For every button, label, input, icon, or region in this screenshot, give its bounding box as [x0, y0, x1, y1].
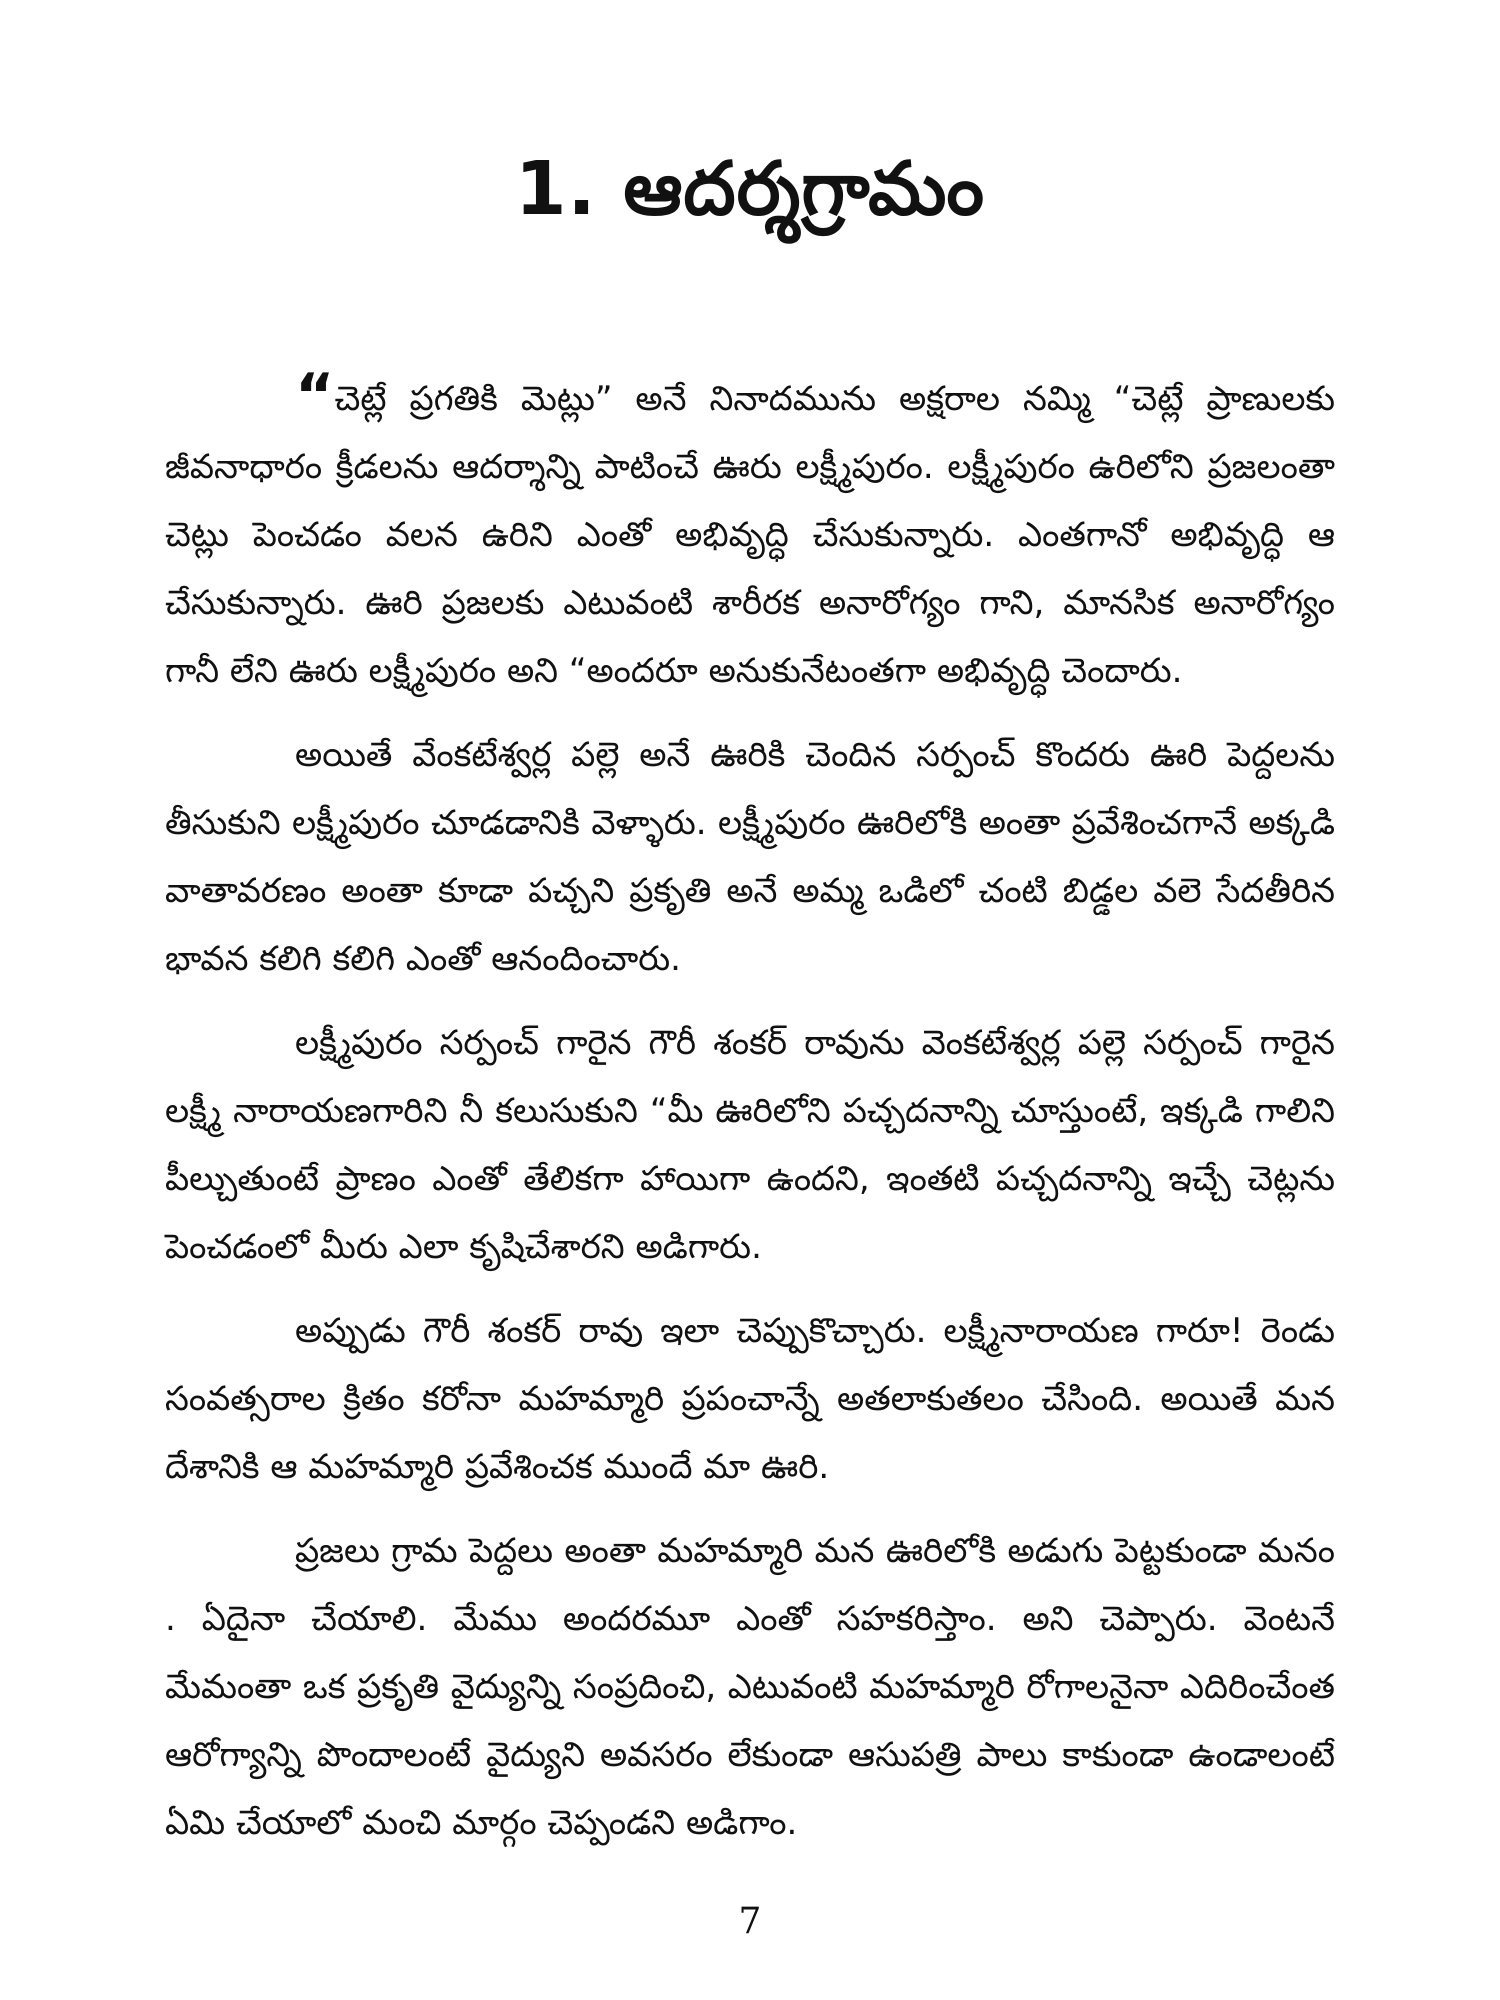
- paragraph-text: లక్ష్మీపురం సర్పంచ్ గారైన గౌరీ శంకర్ రావును వెంకటేశ్వర్ల పల్లె సర్పంచ్ గారైన లక్ష్మీ నారాయణగారిని నీ కలుసుకుని “మీ ఊరిలోని పచ్చదనాన్ని చూస్తుంటే, ఇక్కడి గాలిని పీల్చుతుంటే ప్రాణం ఎంతో తేలికగా హాయిగా ఉందని, ఇంతటి పచ్చదనాన్ని ఇచ్చే చెట్లను పెంచడంలో మీరు ఎలా కృషిచేశారని అడిగారు.: [165, 1023, 1335, 1267]
- paragraph: [165, 361, 1335, 705]
- page-number: 7: [738, 1901, 762, 1942]
- paragraph-text: అప్పుడు గౌరీ శంకర్ రావు ఇలా చెప్పుకొచ్చారు. లక్ష్మీనారాయణ గారూ! రెండు సంవత్సరాల క్రితం కరోనా మహమ్మారి ప్రపంచాన్నే అతలాకుతలం చేసింది. అయితే మన దేశానికి ఆ మహమ్మారి ప్రవేశించక ముందే మా ఊరి.: [165, 1311, 1335, 1487]
- paragraph-text: అయితే వేంకటేశ్వర్ల పల్లె అనే ఊరికి చెందిన సర్పంచ్ కొందరు ఊరి పెద్దలను తీసుకుని లక్ష్మీపురం చూడడానికి వెళ్ళారు. లక్ష్మీపురం ఊరిలోకి అంతా ప్రవేశించగానే అక్కడి వాతావరణం అంతా కూడా పచ్చని ప్రకృతి అనే అమ్మ ఒడిలో చంటి బిడ్డల వలె సేదతీరిన భావన కలిగి కలిగి ఎంతో ఆనందించారు.: [165, 735, 1335, 979]
- paragraph: [165, 721, 1335, 993]
- chapter-title: 1. ఆదర్శగ్రామం: [515, 145, 985, 232]
- paragraph-text: ప్రజలు గ్రామ పెద్దలు అంతా మహమ్మారి మన ఊరిలోకి అడుగు పెట్టకుండా మనం . ఏదైనా చేయాలి. మేము అందరమూ ఎంతో సహకరిస్తాం. అని చెప్పారు. వెంటనే మేమంతా ఒక ప్రకృతి వైద్యున్ని సంప్రదించి, ఎటువంటి మహమ్మారి రోగాలనైనా ఎదిరించేంత ఆరోగ్యాన్ని పొందాలంటే వైద్యుని అవసరం లేకుండా ఆసుపత్రి పాలు కాకుండా ఉండాలంటే ఏమి చేయాలో మంచి మార్గం చెప్పండని అడిగాం.: [165, 1531, 1335, 1843]
- paragraph: [165, 1517, 1335, 1857]
- opening-quote-mark: “: [295, 361, 335, 431]
- paragraph: [165, 1297, 1335, 1501]
- chapter-body: [165, 361, 1335, 1857]
- paragraph: [165, 1009, 1335, 1281]
- paragraph-text: చెట్లే ప్రగతికి మెట్లు” అనే నినాదమును అక్షరాల నమ్మి “చెట్లే ప్రాణులకు జీవనాధారం క్రీడలను ఆదర్శాన్ని పాటించే ఊరు లక్ష్మీపురం. లక్ష్మీపురం ఉరిలోని ప్రజలంతా చెట్లు పెంచడం వలన ఉరిని ఎంతో అభివృద్ధి చేసుకున్నారు. ఎంతగానో అభివృద్ధి ఆ చేసుకున్నారు. ఊరి ప్రజలకు ఎటువంటి శారీరక అనారోగ్యం గాని, మానసిక అనారోగ్యం గానీ లేని ఊరు లక్ష్మీపురం అని “అందరూ అనుకునేటంతగా అభివృద్ధి చెందారు.: [165, 379, 1335, 691]
